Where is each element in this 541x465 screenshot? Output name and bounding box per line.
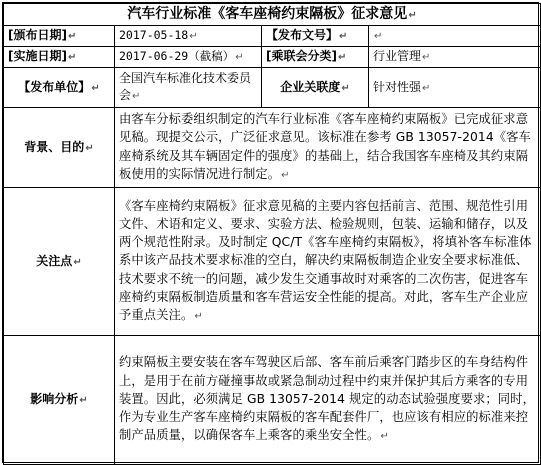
effective-date-value-cell: 2017-06-29（截稿）↵ bbox=[115, 47, 262, 68]
background-text-cell: 由客车分标委组织制定的汽车行业标准《客车座椅约束隔板》已完成征求意见稿。现提交公示，广泛征求意见。该标准在参考 GB 13057-2014《客车座椅系统及其车辆固定件的强度》的基础上，结合我国客车座椅及其约束隔板使用的实际情况进行制定。↵ bbox=[115, 108, 541, 188]
relevance-value-cell: 针对性强↵ bbox=[369, 68, 541, 108]
category-value-cell: 行业管理↵ bbox=[369, 47, 541, 68]
publisher-label-cell: 【发布单位】↵ bbox=[4, 68, 115, 108]
doc-no-label-cell: 【发布文号】↵ bbox=[262, 26, 369, 47]
cell-end-mark: ↵ bbox=[408, 9, 417, 21]
background-text: 由客车分标委组织制定的汽车行业标准《客车座椅约束隔板》已完成征求意见稿。现提交公示，广泛征求意见。该标准在参考 GB 13057-2014《客车座椅系统及其车辆固定件的强度》的基础上，结合我国客车座椅及其约束隔板使用的实际情况进行制定。 bbox=[119, 112, 531, 181]
release-date-value: 2017-05-18 bbox=[119, 28, 189, 42]
relevance-label-cell: 企业关联度↵ bbox=[262, 68, 369, 108]
standard-info-sheet bbox=[2, 2, 539, 463]
release-date-value-cell: 2017-05-18↵ bbox=[115, 26, 262, 47]
document-title: 汽车行业标准《客车座椅约束隔板》征求意见↵ bbox=[4, 4, 541, 26]
background-label-cell: 背景、目的↵ bbox=[4, 108, 115, 188]
focus-label-cell: 关注点↵ bbox=[4, 188, 115, 336]
publisher-value: 全国汽车标准化技术委员会 bbox=[119, 71, 252, 102]
focus-text-cell: 《客车座椅约束隔板》征求意见稿的主要内容包括前言、范围、规范性引用文件、术语和定义、要求、实验方法、检验规则，包装、运输和储存，以及两个规范性附录。及时制定 QC/T《客车座椅约束隔板》，将填补客车标准体系中该产品技术要求标准的空白，解决约束隔板制造企业安全要求标准低、技术要求不统一的问题，减少发生交通事故时对乘客的二次伤害，促进客车座椅约束隔板制造质量和客车营运安全性能的提高。对此，客车生产企业应予重点关注。↵ bbox=[115, 188, 541, 336]
impact-text: 约束隔板主要安装在客车驾驶区后部、客车前后乘客门踏步区的车身结构件上，是用于在前方碰撞事故或紧急制动过程中约束并保护其后方乘客的专用装置。因此，必须满足 GB 13057-2014 规定的动态试验强度要求；同时，作为专业生产客车座椅约束隔板的客车配套件厂，也应该有相应的标准来控制产品质量，以确保客车上乘客的乘坐安全性。 bbox=[119, 355, 535, 443]
category-label-cell: [乘联会分类]↵ bbox=[262, 47, 369, 68]
impact-label-cell: 影响分析↵ bbox=[4, 336, 115, 465]
focus-text: 《客车座椅约束隔板》征求意见稿的主要内容包括前言、范围、规范性引用文件、术语和定义、要求、实验方法、检验规则，包装、运输和储存，以及两个规范性附录。及时制定 QC/T《客车座椅约束隔板》，将填补客车标准体系中该产品技术要求标准的空白，解决约束隔板制造企业安全要求标准低、技术要求不统一的问题，减少发生交通事故时对乘客的二次伤害，促进客车座椅约束隔板制造质量和客车营运安全性能的提高。对此，客车生产企业应予重点关注。 bbox=[119, 198, 532, 322]
publisher-value-cell: 全国汽车标准化技术委员会↵ bbox=[115, 68, 262, 108]
impact-text-cell: 约束隔板主要安装在客车驾驶区后部、客车前后乘客门踏步区的车身结构件上，是用于在前方碰撞事故或紧急制动过程中约束并保护其后方乘客的专用装置。因此，必须满足 GB 13057-2014 规定的动态试验强度要求；同时，作为专业生产客车座椅约束隔板的客车配套件厂，也应该有相应的标准来控制产品质量，以确保客车上乘客的乘坐安全性。↵ bbox=[115, 336, 541, 465]
doc-no-value-cell: ↵ bbox=[369, 26, 541, 47]
info-table bbox=[3, 3, 541, 465]
effective-date-label-cell: [实施日期]↵ bbox=[4, 47, 115, 68]
effective-date-value: 2017-06-29（截稿） bbox=[119, 49, 235, 63]
relevance-value: 针对性强 bbox=[373, 79, 422, 94]
release-date-label-cell: [颁布日期]↵ bbox=[4, 26, 115, 47]
category-value: 行业管理 bbox=[373, 49, 422, 63]
